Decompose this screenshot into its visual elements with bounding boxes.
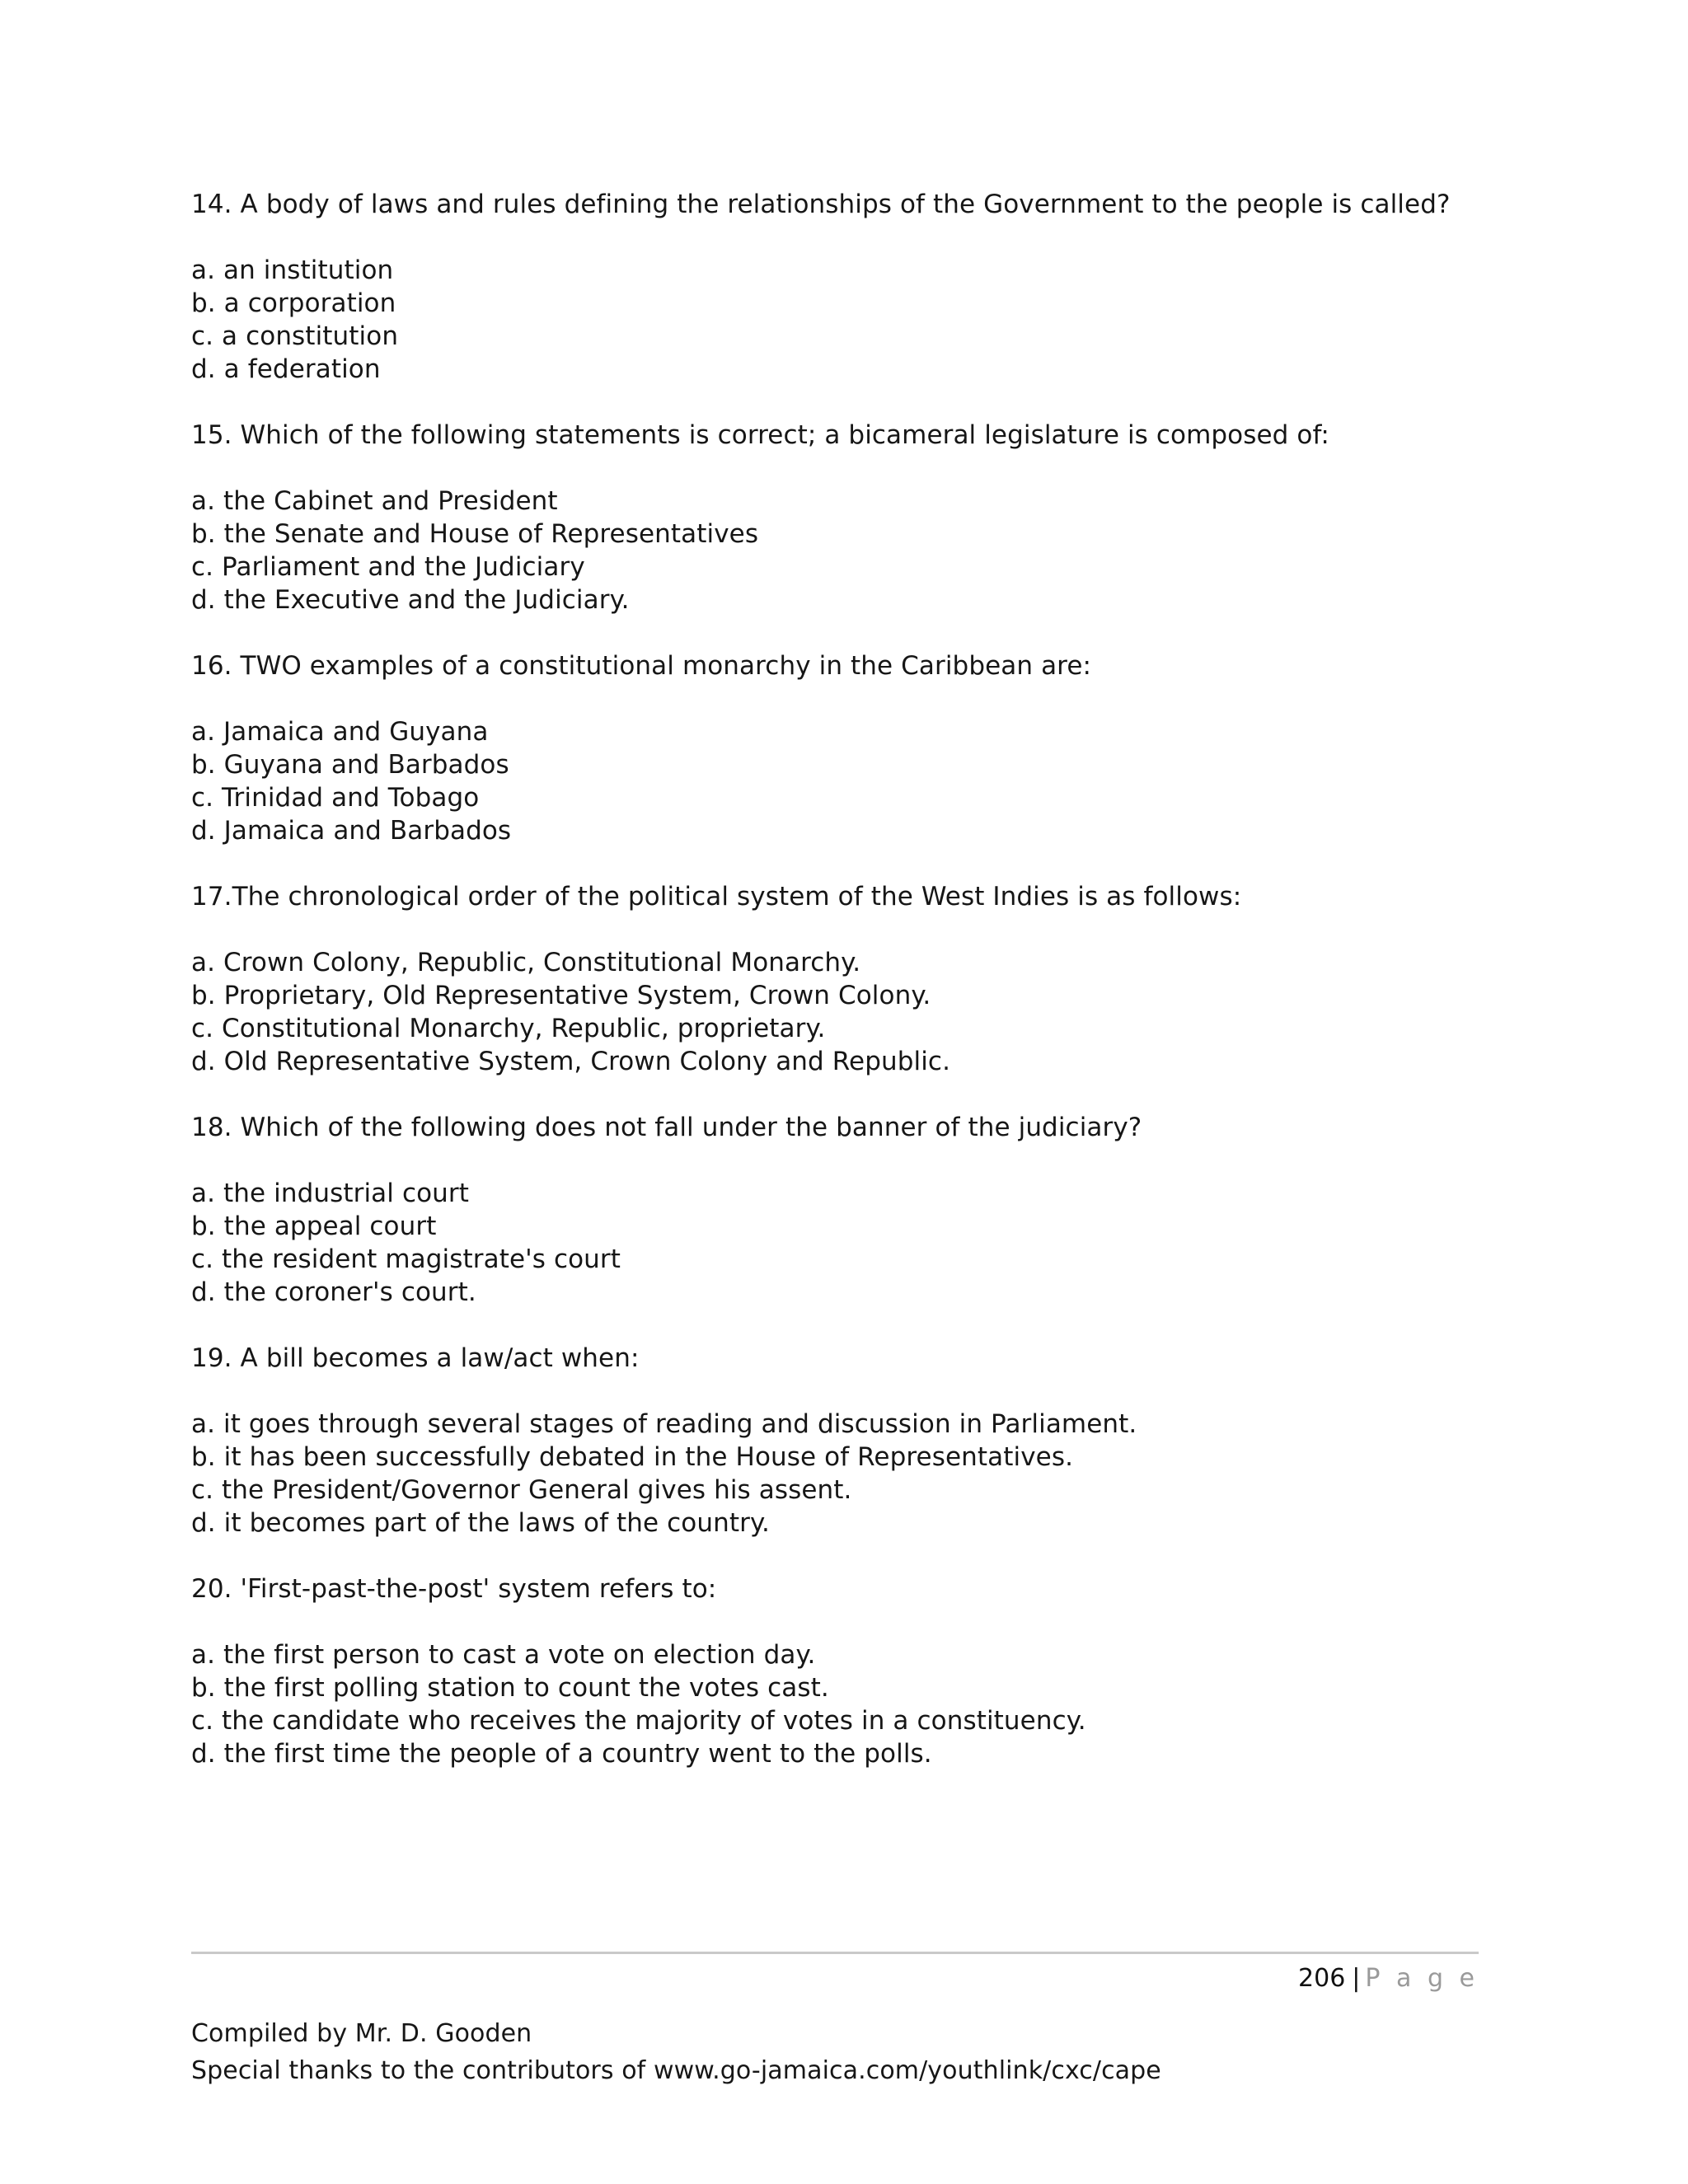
question-block-18 bbox=[191, 1111, 1493, 1309]
option-16-c[interactable]: c. Trinidad and Tobago bbox=[191, 783, 480, 813]
option-19-a[interactable]: a. it goes through several stages of reading and discussion in Parliament. bbox=[191, 1409, 1137, 1439]
option-18-c[interactable]: c. the resident magistrate's court bbox=[191, 1244, 621, 1274]
question-options-19 bbox=[191, 1408, 1493, 1540]
option-16-d[interactable]: d. Jamaica and Barbados bbox=[191, 816, 512, 846]
page-number-separator: | bbox=[1352, 1964, 1361, 1993]
option-17-d[interactable]: d. Old Representative System, Crown Colony and Republic. bbox=[191, 1047, 951, 1076]
option-20-a[interactable]: a. the first person to cast a vote on election day. bbox=[191, 1640, 816, 1670]
question-stem-18: 18. Which of the following does not fall under the banner of the judiciary? bbox=[191, 1113, 1142, 1142]
option-18-d[interactable]: d. the coroner's court. bbox=[191, 1277, 476, 1307]
option-16-a[interactable]: a. Jamaica and Guyana bbox=[191, 717, 489, 747]
question-options-18 bbox=[191, 1177, 1493, 1309]
option-15-b[interactable]: b. the Senate and House of Representatives bbox=[191, 519, 759, 549]
question-options-14 bbox=[191, 254, 1493, 386]
page-word-label: P a g e bbox=[1365, 1964, 1479, 1993]
compiled-by-line: Compiled by Mr. D. Gooden bbox=[191, 2019, 532, 2048]
question-block-15 bbox=[191, 419, 1493, 616]
question-options-17 bbox=[191, 946, 1493, 1078]
question-block-16 bbox=[191, 649, 1493, 847]
question-stem-15: 15. Which of the following statements is correct; a bicameral legislature is composed of: bbox=[191, 420, 1329, 450]
option-17-b[interactable]: b. Proprietary, Old Representative System, Crown Colony. bbox=[191, 981, 931, 1010]
question-options-20 bbox=[191, 1638, 1493, 1770]
question-stem-20: 20. 'First-past-the-post' system refers to: bbox=[191, 1574, 717, 1604]
page-footer bbox=[191, 1952, 1479, 2089]
option-18-b[interactable]: b. the appeal court bbox=[191, 1212, 437, 1241]
question-options-16 bbox=[191, 715, 1493, 847]
option-14-d[interactable]: d. a federation bbox=[191, 354, 381, 384]
footer-credits bbox=[191, 2015, 1479, 2089]
footer-divider bbox=[191, 1952, 1479, 1954]
option-20-c[interactable]: c. the candidate who receives the majority of votes in a constituency. bbox=[191, 1706, 1086, 1736]
question-stem-14: 14. A body of laws and rules defining the relationships of the Government to the people is called? bbox=[191, 190, 1451, 219]
question-options-15 bbox=[191, 485, 1493, 616]
option-15-c[interactable]: c. Parliament and the Judiciary bbox=[191, 552, 585, 582]
page-number-value: 206 bbox=[1298, 1964, 1346, 1993]
option-20-d[interactable]: d. the first time the people of a country went to the polls. bbox=[191, 1739, 932, 1769]
question-block-20 bbox=[191, 1572, 1493, 1770]
question-list bbox=[191, 188, 1493, 1770]
question-block-14 bbox=[191, 188, 1493, 386]
question-stem-16: 16. TWO examples of a constitutional monarchy in the Caribbean are: bbox=[191, 651, 1092, 681]
option-14-a[interactable]: a. an institution bbox=[191, 255, 394, 285]
question-stem-17: 17.The chronological order of the political system of the West Indies is as follows: bbox=[191, 882, 1242, 912]
option-15-d[interactable]: d. the Executive and the Judiciary. bbox=[191, 585, 630, 615]
option-19-c[interactable]: c. the President/Governor General gives his assent. bbox=[191, 1475, 852, 1505]
option-14-c[interactable]: c. a constitution bbox=[191, 321, 399, 351]
question-block-17 bbox=[191, 880, 1493, 1078]
option-14-b[interactable]: b. a corporation bbox=[191, 288, 396, 318]
option-18-a[interactable]: a. the industrial court bbox=[191, 1179, 470, 1208]
special-thanks-line: Special thanks to the contributors of www.go-jamaica.com/youthlink/cxc/cape bbox=[191, 2056, 1161, 2085]
question-block-19 bbox=[191, 1342, 1493, 1540]
option-17-a[interactable]: a. Crown Colony, Republic, Constitutional Monarchy. bbox=[191, 948, 861, 977]
page-number-indicator bbox=[191, 1964, 1479, 1994]
option-19-b[interactable]: b. it has been successfully debated in the House of Representatives. bbox=[191, 1442, 1074, 1472]
option-20-b[interactable]: b. the first polling station to count the votes cast. bbox=[191, 1673, 829, 1703]
option-19-d[interactable]: d. it becomes part of the laws of the country. bbox=[191, 1508, 770, 1538]
option-15-a[interactable]: a. the Cabinet and President bbox=[191, 486, 558, 516]
option-16-b[interactable]: b. Guyana and Barbados bbox=[191, 750, 509, 780]
question-stem-19: 19. A bill becomes a law/act when: bbox=[191, 1343, 640, 1373]
option-17-c[interactable]: c. Constitutional Monarchy, Republic, proprietary. bbox=[191, 1014, 826, 1043]
